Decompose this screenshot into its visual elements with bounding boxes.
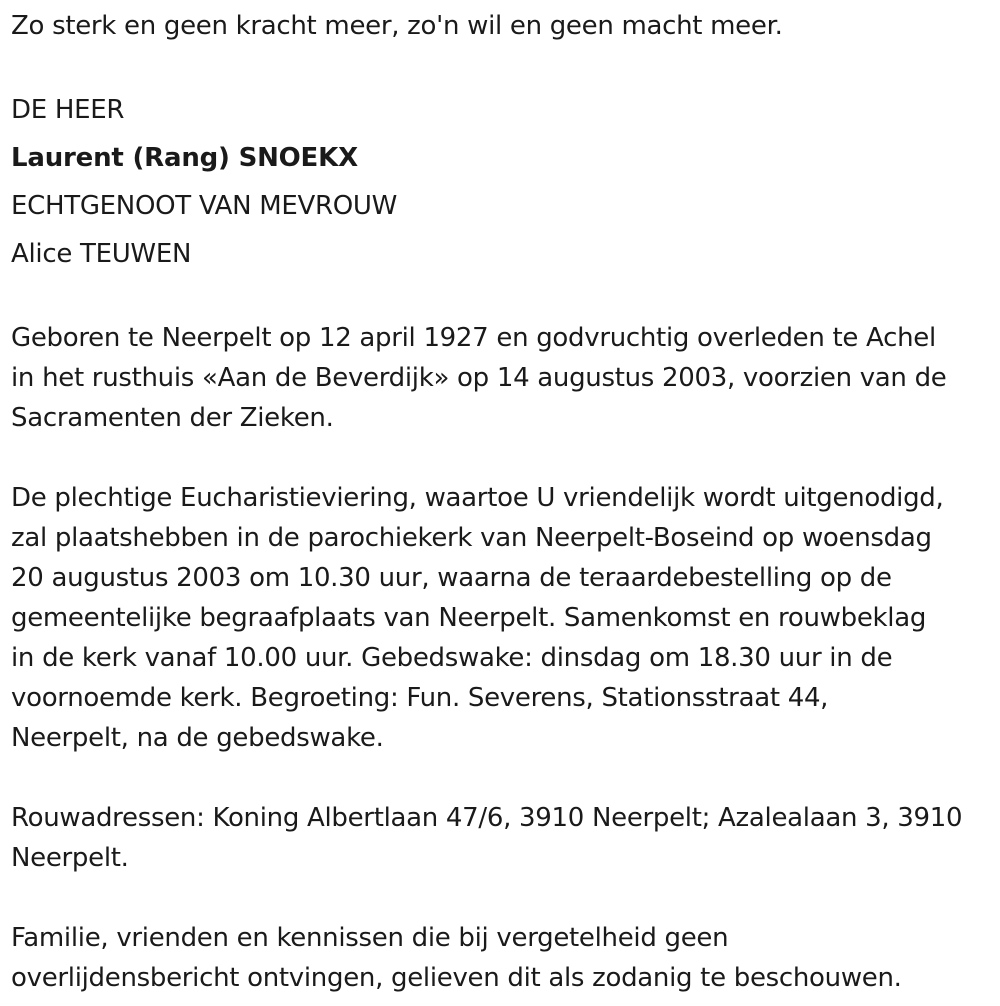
ceremony-paragraph <box>11 478 991 758</box>
obituary-document <box>11 6 991 998</box>
paragraph-line: 20 augustus 2003 om 10.30 uur, waarna de teraardebestelling op de <box>11 563 892 593</box>
spacer <box>11 758 991 798</box>
spacer <box>11 278 991 318</box>
title-line: DE HEER <box>11 95 125 125</box>
notice-paragraph <box>11 918 991 998</box>
paragraph-line: Rouwadressen: Koning Albertlaan 47/6, 3910 Neerpelt; Azalealaan 3, 3910 <box>11 803 963 833</box>
paragraph-line: Neerpelt, na de gebedswake. <box>11 723 384 753</box>
paragraph-line: Geboren te Neerpelt op 12 april 1927 en godvruchtig overleden te Achel <box>11 323 936 353</box>
paragraph-line: zal plaatshebben in de parochiekerk van Neerpelt-Boseind op woensdag <box>11 523 932 553</box>
addresses-paragraph <box>11 798 991 878</box>
spacer <box>11 878 991 918</box>
paragraph-line: gemeentelijke begraafplaats van Neerpelt. Samenkomst en rouwbeklag <box>11 603 927 633</box>
birth-death-paragraph <box>11 318 991 438</box>
spouse-name: Alice TEUWEN <box>11 239 192 269</box>
paragraph-line: Sacramenten der Zieken. <box>11 403 334 433</box>
paragraph-line: Neerpelt. <box>11 843 129 873</box>
relation-line: ECHTGENOOT VAN MEVROUW <box>11 191 398 221</box>
deceased-name: Laurent (Rang) SNOEKX <box>11 143 358 173</box>
paragraph-line: overlijdensbericht ontvingen, gelieven dit als zodanig te beschouwen. <box>11 963 902 993</box>
paragraph-line: De plechtige Eucharistieviering, waartoe U vriendelijk wordt uitgenodigd, <box>11 483 944 513</box>
paragraph-line: in de kerk vanaf 10.00 uur. Gebedswake: dinsdag om 18.30 uur in de <box>11 643 893 673</box>
paragraph-line: in het rusthuis «Aan de Beverdijk» op 14 augustus 2003, voorzien van de <box>11 363 947 393</box>
motto-line: Zo sterk en geen kracht meer, zo'n wil en geen macht meer. <box>11 11 783 41</box>
spacer <box>11 46 991 86</box>
spacer <box>11 438 991 478</box>
deceased-block <box>11 86 991 278</box>
paragraph-line: Familie, vrienden en kennissen die bij vergetelheid geen <box>11 923 729 953</box>
paragraph-line: voornoemde kerk. Begroeting: Fun. Severens, Stationsstraat 44, <box>11 683 829 713</box>
